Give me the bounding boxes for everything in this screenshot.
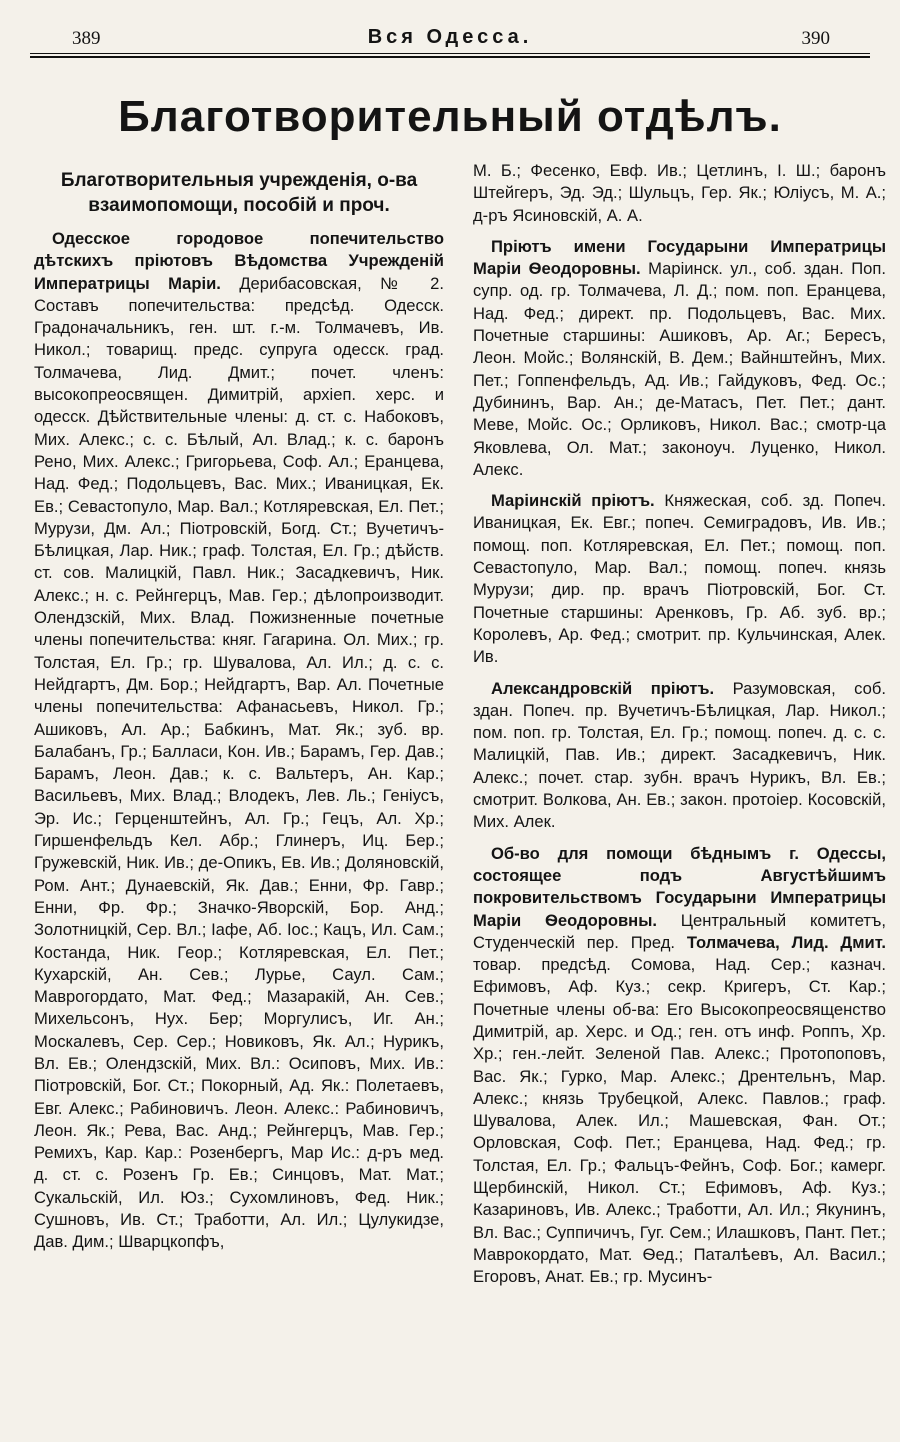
section-title: Благотворительныя учрежденія, о-ва взаимопомощи, пособій и проч. (60, 170, 418, 216)
entry-body: Маріинск. ул., соб. здан. Поп. супр. од. гр. Толмачева, Л. Д.; пом. поп. Еранцева, Над. Фед.; директ. пр. Подольцевъ, Вас. Мих. Почетные старшины: Ашиковъ, Ар. Аг.; Бересъ, Леон. Мойс.; Волянскій, В. Дем.; Вайнштейнъ, Мих. Пет.; Гоппенфельдъ, Ад. Ив.; Гайдуковъ, Фед. Ос.; Дубининъ, Вар. Ан.; де-Матасъ, Пет. Пет.; дант. Меве, Мойс. Ос.; Орликовъ, Никол. Вас.; смотр-ца Яковлева, Ол. Мат.; законоуч. Луценко, Никол. Алекс. (473, 259, 886, 479)
entry-chair-name: Толмачева, Лид. Дмит. (686, 932, 886, 952)
entry-body-cont: товар. предсѣд. Сомова, Над. Сер.; казнач. Ефимовъ, Аф. Куз.; секр. Кригеръ, Ст. Кар.; Почетные члены об-ва: Его Высокопреосвященство Димитрій, ар. Херс. и Од.; ген. отъ инф. Роппъ, Хр. Хр.; ген.-лейт. Зеленой Пав. Алекс.; Протопоповъ, Вас. Як.; Гурко, Мар. Алекс.; Дрентельнъ, Мар. Алекс.; князь Трубецкой, Алекс. Павлов.; граф. Шувалова, Алек. Ил.; Машевская, Фан. От.; Орловская, Соф. Пет.; Еранцева, Над. Фед.; гр. Толстая, Ел. Гр.; Фальцъ-Фейнъ, Соф. Бог.; камерг. Щербинскій, Никол. Ст.; Ефимовъ, Аф. Куз.; Казариновъ, Ив. Алекс.; Тработти, Ал. Ил.; Якунинъ, Вл. Вас.; Суппичичъ, Гуг. Сем.; Илашковъ, Пант. Пет.; Маврокордато, Мат. Ѳед.; Паталѣевъ, Ал. Васил.; Егоровъ, Анат. Ев.; гр. Мусинъ- (473, 955, 886, 1287)
entry-body: Княжеская, соб. зд. Попеч. Иваницкая, Ек. Евг.; попеч. Семиградовъ, Ив. Ив.; помощ. поп. Котляревская, Ел. Пет.; помощ. поп. Севастопуло, Мар. Вал.; помощ. попеч. князь Мурузи; дир. пр. врачъ Піотровскій, Бог. Ст. Почетные старшины: Аренковъ, Гр. Аб. зуб. вр.; Королевъ, Ар. Фед.; смотрит. пр. Кульчинская, Алек. Ив. (473, 491, 886, 667)
entry-title: Одесское городовое попечительство дѣтскихъ пріютовъ Вѣдомства Учрежденій Императрицы Маріи. (34, 229, 444, 293)
entry-title: Александровскій пріютъ. (491, 678, 715, 698)
entry-empress-maria-shelter (473, 236, 886, 481)
entry-poor-aid-society (473, 843, 886, 1289)
header-rule-thick (30, 56, 870, 58)
header-rule (30, 53, 870, 54)
entry-body: Дерибасовская, № 2. Составъ попечительства: предсѣд. Одесск. Градоначальникъ, ген. шт. г.-м. Толмачевъ, Ив. Никол.; товарищ. предс. супруга одесск. град. Толмачева, Лид. Дмит.; почет. членъ: высокопреосвящен. Димитрій, архіеп. херс. и одесск. Дѣйствительные члены: д. ст. с. Набоковъ, Мих. Алекс.; с. с. Бѣлый, Ал. Влад.; к. с. баронъ Рено, Мих. Алекс.; Григорьева, Соф. Ал.; Еранцева, Над. Фед.; Подольцевъ, Вас. Мих.; Иваницкая, Ек. Ев.; Севастопуло, Мар. Вал.; Котляревская, Ел. Пет.; Мурузи, Дм. Ал.; Піотровскій, Богд. Ст.; Вучетичъ-Бѣлицкая, Лар. Ник.; граф. Толстая, Ел. Гр.; дѣйств. ст. сов. Малицкій, Павл. Ник.; Засадкевичъ, Ник. Алекс.; н. с. Рейнгерцъ, Мав. Гер.; дѣлопроизводит. Олендзскій, Мих. Влад. Пожизненные почетные члены попечительства: княг. Гагарина. Ол. Мих.; гр. Толстая, Ел. Гр.; гр. Шувалова, Ал. Ил.; д. с. с. Нейдгартъ, Дм. Бор.; Нейдгартъ, Вар. Ал. Почетные члены попечительства: Афанасьевъ, Никол. Гр.; Ашиковъ, Ал. Ар.; Бабкинъ, Мат. Як.; зуб. вр. Балабанъ, Гр.; Балласи, Кон. Ив.; Барамъ, Гер. Дав.; Барамъ, Леон. Дав.; к. с. Вальтеръ, Ан. Кар.; Васильевъ, Мих. Влад.; Влодекъ, Лев. Ль.; Геніусъ, Эр. Ис.; Герценштейнъ, Ал. Гр.; Гецъ, Ал. Хр.; Гиршенфельдъ Кел. Абр.; Глинеръ, Иц. Бер.; Гружевскій, Ник. Ив.; де-Опикъ, Ев. Ив.; Доляновскій, Ром. Ант.; Дунаевскій, Як. Дав.; Енни, Фр. Гавр.; Енни, Фр. Фр.; Значко-Яворскій, Бор. Анд.; Золотницкій, Сер. Вл.; Іафе, Аб. Іос.; Кацъ, Ил. Сам.; Костанда, Ник. Геор.; Котляревская, Ел. Пет.; Кухарскій, Ан. Сев.; Лурье, Саул. Сам.; Маврогордато, Мат. Фед.; Мазаракій, Ан. Сев.; Михельсонъ, Нух. Бер; Моргулисъ, Иг. Ан.; Москалевъ, Сер. Сер.; Новиковъ, Як. Ал.; Нурикъ, Вл. Ев.; Олендзскій, Мих. Вл.: Осиповъ, Мих. Ив.: Піотровскій, Бог. Ст.; Покорный, Ад. Як.: Полетаевъ, Евг. Алекс.; Рабиновичъ. Леон. Алекс.: Рабиновичъ, Леон. Як.; Рева, Вас. Анд.; Рейнгерцъ, Мав. Гер.; Ремихъ, Кар. Кар.: Розенбергъ, Мар Ис.: д-ръ мед. д. ст. с. Розенъ Гр. Ев.; Синцовъ, Мат. Мат.; Сукальскій, Ил. Юз.; Сухомлиновъ, Фед. Ник.; Сушновъ, Ив. Ст.; Тработти, Ал. Ил.; Цулукидзе, Дав. Дим.; Шварцкопфъ, (34, 273, 444, 1252)
entry-title: Маріинскій пріютъ. (491, 491, 655, 511)
left-column (34, 160, 444, 1263)
right-column (473, 160, 886, 1298)
entry-body: Разумовская, соб. здан. Попеч. пр. Вучетичъ-Бѣлицкая, Лар. Никол.; пом. поп. гр. Толстая, Ел. Гр.; помощ. попеч. д. с. с. Малицкій, Пав. Ив.; директ. Засадкевичъ, Ник. Алекс.; почет. стар. зубн. врачъ Нурикъ, Вл. Ев.; смотрит. Волкова, Ан. Ев.; закон. протоіер. Косовскій, Мих. Алек. (473, 678, 886, 832)
entry-title: Пріютъ имени Государыни Императрицы Маріи Ѳеодоровны. (473, 236, 886, 279)
entry-mariinsky-shelter (473, 490, 886, 668)
page-header (60, 20, 840, 50)
entry-title: Об-во для помощи бѣднымъ г. Одессы, состоящее подъ Августѣйшимъ покровительствомъ Государыни Императрицы Маріи Ѳеодоровны. (473, 843, 886, 930)
entry-city-trusteeship (34, 228, 444, 1254)
page-number-left: 389 (72, 28, 101, 49)
page-title: Благотворительный отдѣлъ. (118, 92, 782, 141)
running-title: Вся Одесса. (367, 26, 533, 48)
entry-continuation: М. Б.; Фесенко, Евф. Ив.; Цетлинъ, І. Ш.; баронъ Штейгеръ, Эд. Эд.; Шульцъ, Гер. Як.; Юліусъ, М. А.; д-ръ Ясиновскій, А. А. (473, 161, 886, 225)
page-number-right: 390 (801, 28, 830, 49)
entry-alexandrovsky-shelter (473, 678, 886, 834)
entry-body: Центральный комитетъ, Студенческій пер. Пред. (473, 910, 886, 952)
